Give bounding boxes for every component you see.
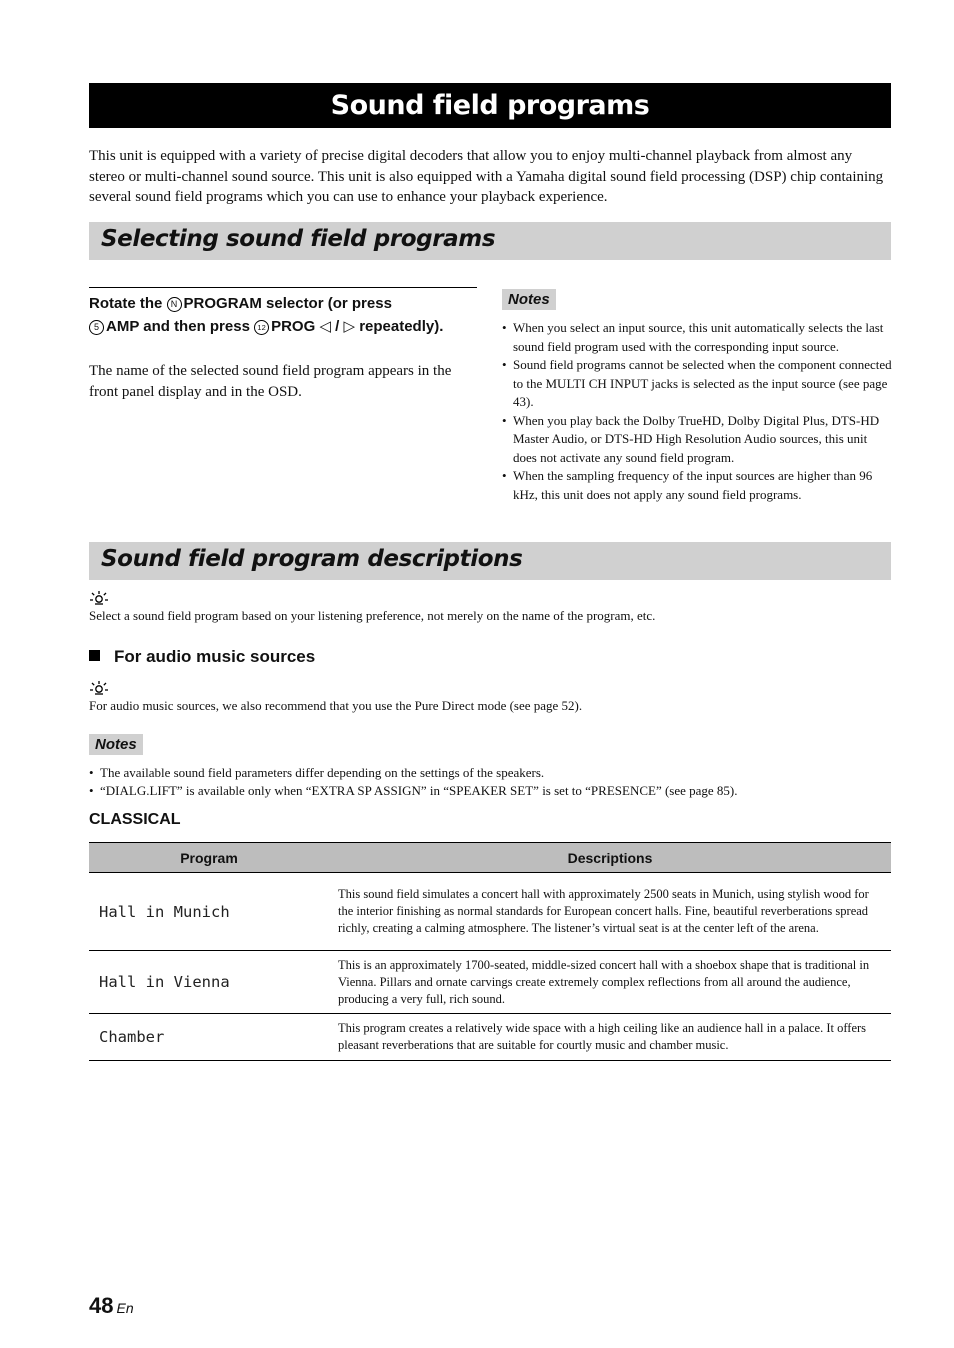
amp-key-label: AMP — [106, 318, 140, 335]
column-header-descriptions: Descriptions — [329, 843, 891, 873]
page-title: Sound field programs — [89, 83, 891, 128]
section-heading-text: Sound field program descriptions — [101, 546, 523, 572]
page-footer — [89, 1293, 134, 1319]
tip-text: Select a sound field program based on your listening preference, not merely on the name of the program, etc. — [89, 608, 656, 623]
intro-paragraph: This unit is equipped with a variety of precise digital decoders that allow you to enjoy multi-channel playback from almost any stereo or multi-channel sound source. This unit is also equipped with a Yamaha digital sound field processing (DSP) chip containing several sound field programs which you can use to enhance your playback experience. — [89, 148, 884, 205]
notes-list — [502, 319, 892, 504]
notes-label: Notes — [502, 289, 556, 310]
step-divider — [89, 287, 477, 288]
language-label: En — [116, 1300, 134, 1316]
section-heading-descriptions — [89, 542, 891, 580]
table-row — [89, 951, 891, 1014]
note-item: • The available sound field parameters differ depending on the settings of the speakers. — [89, 764, 891, 782]
note-item: • Sound field programs cannot be selected when the component connected to the MULTI CH INPUT jacks is selected as the input source (see page 43). — [502, 356, 892, 412]
program-name: Hall in Munich — [89, 873, 329, 951]
category-heading: CLASSICAL — [89, 811, 181, 828]
table-row — [89, 873, 891, 951]
tip-text: For audio music sources, we also recommend that you use the Pure Direct mode (see page 52). — [89, 698, 583, 713]
table-header-row — [89, 843, 891, 873]
page-number: 48 — [89, 1293, 114, 1318]
key-12-icon: 12 — [254, 320, 269, 335]
program-description: This program creates a relatively wide space with a high ceiling like an audience hall in a palace. It offers pleasant reverberations that are suitable for courtly music and chamber music. — [329, 1014, 891, 1061]
program-table — [89, 842, 891, 1061]
program-name: Chamber — [89, 1014, 329, 1061]
note-item: • When you play back the Dolby TrueHD, Dolby Digital Plus, DTS-HD Master Audio, or DTS-HD High Resolution Audio sources, this unit does not activate any sound field program. — [502, 412, 892, 468]
square-bullet-icon — [89, 650, 100, 661]
lightbulb-tip-icon — [89, 680, 109, 696]
note-item: • “DIALG.LIFT” is available only when “EXTRA SP ASSIGN” in “SPEAKER SET” is set to “PRESENCE” (see page 85). — [89, 782, 891, 800]
prog-key-label: PROG — [271, 318, 316, 335]
step-text: selector (or press — [261, 295, 392, 312]
notes-list — [89, 764, 891, 800]
subheading-text: For audio music sources — [114, 647, 316, 666]
section-heading-text: Selecting sound field programs — [101, 226, 496, 252]
key-5-icon: 5 — [89, 320, 104, 335]
step-description: The name of the selected sound field program appears in the front panel display and in the OSD. — [89, 363, 452, 400]
table-row — [89, 1014, 891, 1061]
key-n-icon: N — [167, 297, 182, 312]
notes-label: Notes — [89, 734, 143, 755]
step-text: ◁ / ▷ repeatedly). — [315, 318, 444, 335]
section-heading-selecting — [89, 222, 891, 260]
lightbulb-tip-icon — [89, 590, 109, 606]
step-instruction — [89, 292, 477, 338]
program-description: This sound field simulates a concert hall with approximately 2500 seats in Munich, using stylish wood for the interior finishing as normal standards for European concert halls. Fine, beautiful reverberations spread richly, creating a calming atmosphere. The listener’s virtual seat is at the center left of the arena. — [329, 873, 891, 951]
step-text: Rotate the — [89, 295, 167, 312]
column-header-program: Program — [89, 843, 329, 873]
program-name: Hall in Vienna — [89, 951, 329, 1014]
program-description: This is an approximately 1700-seated, middle-sized concert hall with a shoebox shape that is traditional in Vienna. Pillars and ornate carvings create extremely complex reflections from all around the audience, producing a very full, rich sound. — [329, 951, 891, 1014]
note-item: • When the sampling frequency of the input sources are higher than 96 kHz, this unit does not apply any sound field programs. — [502, 467, 892, 504]
note-item: • When you select an input source, this unit automatically selects the last sound field program used with the corresponding input source. — [502, 319, 892, 356]
program-key-label: PROGRAM — [183, 295, 262, 312]
step-text: and then press — [139, 318, 255, 335]
subheading-audio-music — [89, 646, 315, 668]
